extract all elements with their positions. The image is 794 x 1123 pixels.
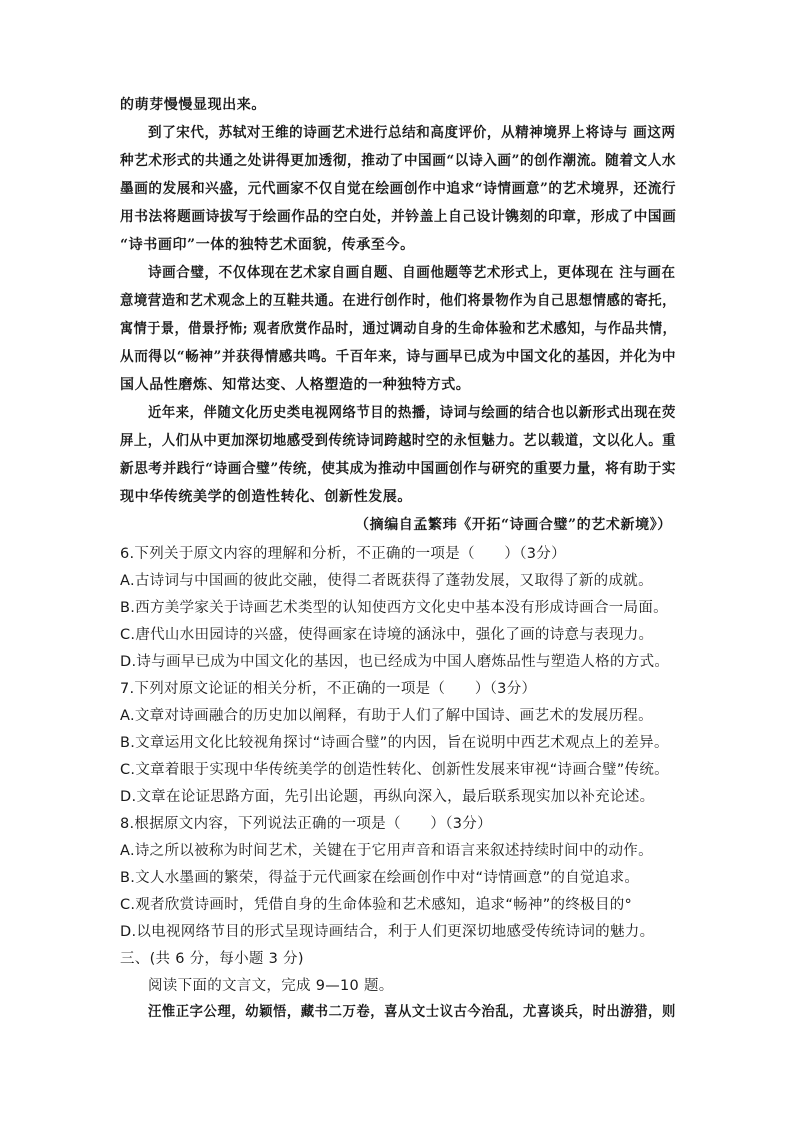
question-option: D.以电视网络节目的形式呈现诗画结合，利于人们更深切地感受传统诗词的魅力。 bbox=[120, 924, 655, 940]
question-option: C.观者欣赏诗画时，凭借自身的生命体验和艺术感知，追求“畅神”的终极目的° bbox=[120, 897, 633, 913]
passage-line: 近年来，伴随文化历史类电视网络节目的热播，诗词与绘画的结合也以新形式出现在荧 bbox=[148, 405, 676, 421]
question-option: B.文人水墨画的繁荣，得益于元代画家在绘画创作中对“诗情画意”的自觉追求。 bbox=[120, 870, 640, 886]
passage-line: 寓情于景，借景抒怖; 观者欣赏作品时，通过调动自身的生命体验和艺术感知，与作品共情， bbox=[120, 321, 677, 337]
question-stem: 7.下列对原文论证的相关分析，不正确的一项是（ ）（3分） bbox=[120, 681, 537, 697]
question-option: C.唐代山水田园诗的兴盛，使得画家在诗境的涵泳中，强化了画的诗意与表现力。 bbox=[120, 627, 654, 643]
passage-line: 的萌芽慢慢显现出来。 bbox=[120, 97, 266, 113]
passage-line: 国人品性磨炼、知常达变、人格塑造的一种独特方式。 bbox=[120, 377, 471, 393]
passage-line: 用书法将题画诗拔写于绘画作品的空白处，并钤盖上自己设计镌刻的印章，形成了中国画 bbox=[120, 209, 677, 225]
passage-line: 屏上，人们从中更加深切地感受到传统诗词跨越时空的永恒魅力。艺以载道，文以化人。重 bbox=[120, 433, 677, 449]
classical-text-line: 汪惟正字公理，幼颖悟，藏书二万卷，喜从文士议古今治乱，尤喜谈兵，时出游猎，则 bbox=[148, 1004, 676, 1020]
passage-line: 墨画的发展和兴盛，元代画家不仅自觉在绘画创作中追求“诗情画意”的艺术境界，还流行 bbox=[120, 181, 677, 197]
passage-line: 新思考并践行“诗画合璧”传统，使其成为推动中国画创作与研究的重要力量，将有助于实 bbox=[120, 461, 677, 477]
passage-line: 到了宋代，苏轼对王维的诗画艺术进行总结和高度评价，从精神境界上将诗与 画这两 bbox=[148, 125, 676, 141]
passage-line: 意境营造和艺术观念上的互鞋共通。在进行创作时，他们将景物作为自己思想情感的寄托， bbox=[120, 293, 677, 309]
question-option: A.诗之所以被称为时间艺术，关键在于它用声音和语言来叙述持续时间中的动作。 bbox=[120, 843, 653, 859]
section-heading: 三、(共 6 分，每小题 3 分) bbox=[120, 951, 304, 967]
question-option: D.文章在论证思路方面，先引出论题，再纵向深入，最后联系现实加以补充论述。 bbox=[120, 789, 655, 805]
question-stem: 8.根据原文内容，下列说法正确的一项是（ ）（3分） bbox=[120, 816, 492, 832]
passage-source: （摘编自孟繁玮《开拓“诗画合璧”的艺术新境》） bbox=[355, 517, 672, 533]
passage-line: 诗画合璧，不仅体现在艺术家自画自题、自画他题等艺术形式上，更体现在 注与画在 bbox=[148, 265, 676, 281]
question-option: C.文章着眼于实现中华传统美学的创造性转化、创新性发展来审视“诗画合璧”传统。 bbox=[120, 762, 669, 778]
passage-line: 现中华传统美学的创造性转化、创新性发展。 bbox=[120, 489, 412, 505]
passage-line: “诗书画印”一体的独特艺术面貌，传承至今。 bbox=[120, 237, 415, 253]
section-instruction: 阅读下面的文言文，完成 9—10 题。 bbox=[148, 978, 394, 994]
question-stem: 6.下列关于原文内容的理解和分析，不正确的一项是（ ）（3分） bbox=[120, 546, 566, 562]
question-option: A.文章对诗画融合的历史加以阐释，有助于人们了解中国诗、画艺术的发展历程。 bbox=[120, 708, 653, 724]
question-option: A.古诗词与中国画的彼此交融，使得二者既获得了蓬勃发展，又取得了新的成就。 bbox=[120, 573, 653, 589]
passage-line: 种艺术形式的共通之处讲得更加透彻，推动了中国画“以诗入画”的创作潮流。随着文人水 bbox=[120, 153, 677, 169]
question-option: B.文章运用文化比较视角探讨“诗画合璧”的内因，旨在说明中西艺术观点上的差异。 bbox=[120, 735, 669, 751]
question-option: D.诗与画早已成为中国文化的基因，也已经成为中国人磨炼品性与塑造人格的方式。 bbox=[120, 654, 670, 670]
question-option: B.西方美学家关于诗画艺术类型的认知使西方文化史中基本没有形成诗画合一局面。 bbox=[120, 600, 668, 616]
passage-line: 从而得以“畅神”并获得情感共鸣。千百年来，诗与画早已成为中国文化的基因，并化为中 bbox=[120, 349, 677, 365]
